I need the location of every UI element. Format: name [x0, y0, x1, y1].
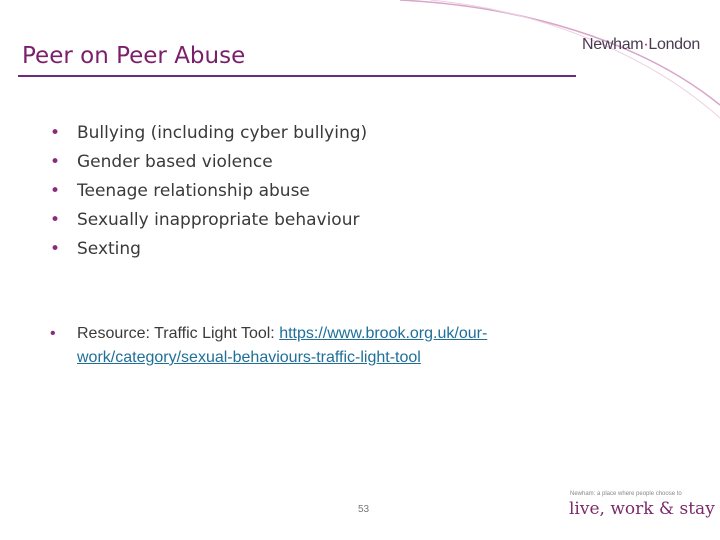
- newham-london-logo: [582, 36, 700, 54]
- logo-separator: ·: [643, 36, 649, 53]
- bullet-icon: •: [50, 152, 61, 172]
- resource-body: [50, 322, 580, 370]
- page-number: 53: [358, 504, 370, 515]
- bullet-item: [50, 148, 367, 177]
- bullet-item: [50, 177, 367, 206]
- bullet-item: [50, 119, 367, 148]
- bullet-icon: •: [50, 239, 61, 259]
- bullet-text: Bullying (including cyber bullying): [77, 123, 368, 143]
- logo-text-newham: Newham: [582, 36, 644, 53]
- bullet-text: Gender based violence: [77, 152, 273, 172]
- bullet-item: [50, 235, 367, 264]
- bullet-text: Sexting: [77, 239, 141, 259]
- bullet-list: [50, 119, 367, 264]
- bullet-icon: •: [50, 325, 56, 342]
- bullet-text: Teenage relationship abuse: [77, 181, 310, 201]
- tagline-small-text: Newham: a place where people choose to: [570, 491, 682, 497]
- bullet-icon: •: [50, 210, 61, 230]
- slide-title: Peer on Peer Abuse: [22, 43, 246, 69]
- title-underline: [18, 75, 576, 77]
- bullet-icon: •: [50, 181, 61, 201]
- tagline: live, work & stay: [569, 499, 715, 519]
- resource-paragraph: [50, 322, 580, 370]
- resource-link[interactable]: https://www.brook.org.uk/our-work/category/sexual-behaviours-traffic-light-tool: [77, 325, 488, 366]
- bullet-icon: •: [50, 123, 61, 143]
- logo-text-london: London: [648, 36, 700, 53]
- bullet-item: [50, 206, 367, 235]
- bullet-text: Sexually inappropriate behaviour: [77, 210, 360, 230]
- resource-label: Resource: Traffic Light Tool:: [77, 325, 280, 342]
